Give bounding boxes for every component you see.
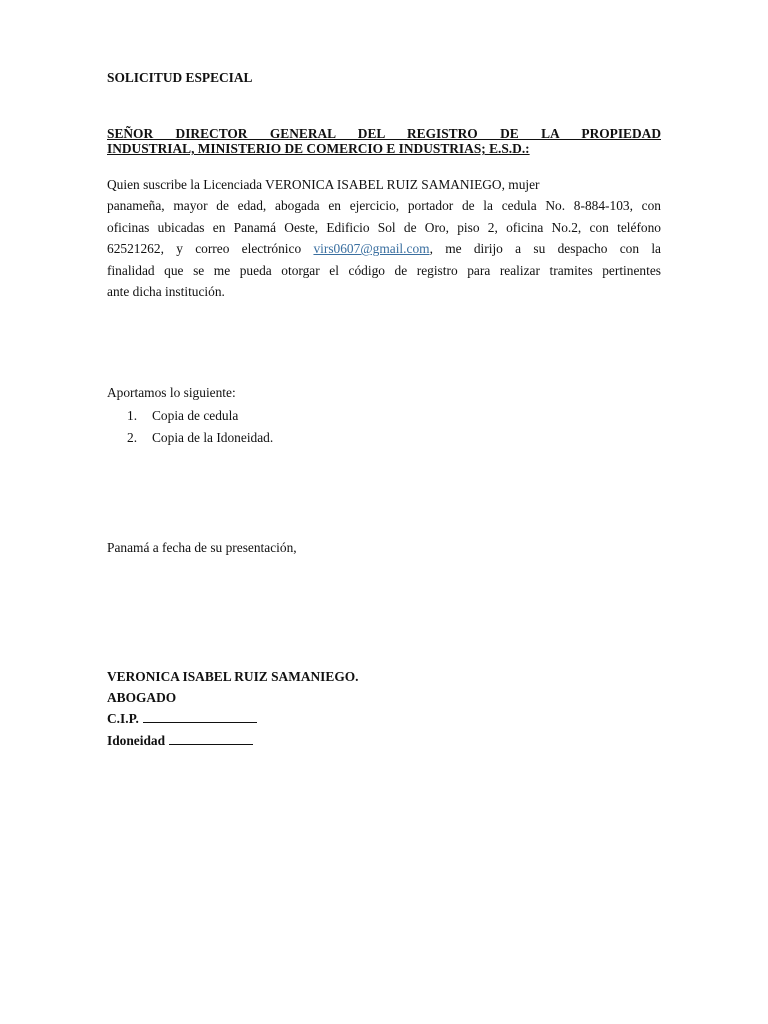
closing-line: Panamá a fecha de su presentación, [107,540,297,555]
list-item-text: Copia de la Idoneidad. [152,429,274,445]
idoneidad-line [107,730,359,751]
body-line-4-start: 62521262, y correo electrónico [107,241,314,257]
body-line-1: Quien suscribe la Licenciada VERONICA ISABEL RUIZ SAMANIEGO, mujer [107,177,540,192]
list-item [127,427,273,449]
signer-name: VERONICA ISABEL RUIZ SAMANIEGO. [107,669,359,684]
body-paragraph [107,174,661,302]
idoneidad-blank [169,732,253,745]
body-line-5: finalidad que se me pueda otorgar el código de registro para realizar tramites pertinentes [107,262,661,278]
cip-blank [143,710,257,723]
list-item-number: 1. [127,408,138,423]
list-item-number: 2. [127,429,138,445]
body-line-2: panameña, mayor de edad, abogada en ejercicio, portador de la cedula No. 8-884-103, con [107,198,661,214]
attachments-list [127,405,273,448]
addressee-line-2: INDUSTRIAL, MINISTERIO DE COMERCIO E INDUSTRIAS; E.S.D.: [107,141,530,156]
cip-line [107,708,359,729]
idoneidad-label: Idoneidad [107,732,166,748]
cip-label: C.I.P. [107,711,139,727]
body-line-4-end: , me dirijo a su despacho con la [429,241,661,257]
list-item [127,405,273,427]
signature-block [107,666,359,751]
body-line-4 [107,238,661,259]
body-line-3: oficinas ubicadas en Panamá Oeste, Edificio Sol de Oro, piso 2, oficina No.2, con teléfono [107,219,661,235]
addressee-line-1: SEÑOR DIRECTOR GENERAL DEL REGISTRO DE LA PROPIEDAD [107,126,661,141]
signer-role: ABOGADO [107,690,177,706]
body-line-6: ante dicha institución. [107,284,225,300]
list-item-text: Copia de cedula [152,408,239,423]
document-title: SOLICITUD ESPECIAL [107,70,253,85]
addressee-block [107,126,661,156]
attachments-intro: Aportamos lo siguiente: [107,385,236,400]
email-link[interactable]: virs0607@gmail.com [313,241,430,257]
